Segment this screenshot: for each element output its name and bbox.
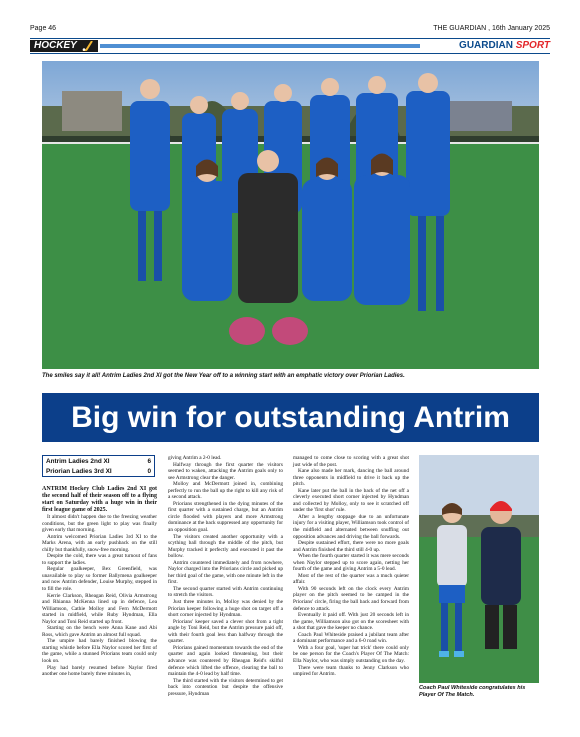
article-paragraph: Molloy and McDermott joined in, combining perfectly to run the ball up the right to kill any risk of a second attack. [168,481,283,501]
article-paragraph: Despite the cold, there was a great turnout of fans to support the ladies. [42,553,157,566]
hockey-stick-icon [81,41,95,51]
article-paragraph: Play had barely resumed before Naylor fired another one home barely three minutes in, [42,664,157,678]
away-goals: 0 [147,467,151,475]
article-paragraph: managed to come close to scoring with a great shot just wide of the post. [293,455,409,468]
publication-date: THE GUARDIAN , 16th January 2025 [433,25,550,32]
article-paragraph: Regular goalkeeper, Bex Greenfield, was unavailable to play so former Ballymena goalkeeper and now Antrim defender, Louise Murphy, stepped in to fill the role. [42,566,157,593]
article-paragraph: Starting on the bench were Anna Kane and Abi Ross, which gave Antrim an almost full squad. [42,625,157,638]
masthead-guardian: GUARDIAN [459,40,513,51]
score-row-away [46,467,151,477]
article-paragraph: Kerrie Clarkson, Rheagan Reid, Olivia Armstrong and Rhianna McKenna lined up in defence, Lea Williamson, Cathie Molloy and Fern McDermott started in midfield, while Ruby Hyndman, Ella Naylor and Toni Reid started up front. [42,592,157,625]
article-paragraph: The umpire had barely finished blowing the starting whistle before Ella Naylor scored her first of the game, while a stunned Priorians team could only look on. [42,638,157,665]
article-paragraph: The third started with the visitors determined to get back into contention but despite the offensive pressure, Hyndman [168,677,283,697]
article-column-3 [293,455,409,678]
coach-photo-illustration [419,455,539,683]
article-paragraph: Priorians strengthened in the dying minutes of the first quarter with a sustained charge, but an Antrim circle flooded with players and more Armstrong dominance at the back suppressed any opportunity for an opposition goal. [168,500,283,534]
team-photo [42,61,539,369]
section-bar [30,38,550,54]
article-paragraph: Just three minutes in, Molloy was denied by the Priorian keeper following a huge shot on target off a short corner injected by Hyndman. [168,599,283,619]
home-team: Antrim Ladies 2nd XI [46,458,110,465]
headline: Big win for outstanding Antrim [42,393,539,442]
score-row-home [46,457,151,467]
coach-photo-caption: Coach Paul Whiteside congratulates his Player Of The Match. [419,685,526,698]
article-paragraph: giving Antrim a 2-0 lead. [168,455,222,461]
masthead-sport: SPORT [515,40,550,51]
article-paragraph: With 90 seconds left on the clock every Antrim player on the pitch seemed to be camped in the Priorians' circle, firing the ball back and forward from defence to attack. [293,585,409,612]
article-paragraph: ANTRIM Hockey Club Ladies 2nd XI got the second half of their season off to a flying start on Saturday with a huge win in their first league game of 2025. [42,486,157,513]
article-paragraph: Eventually it paid off. With just 20 seconds left in the game, Williamson also got on the scoresheet with a shot that gave the keeper no chance. [293,612,409,632]
article-paragraph: It almost didn't happen due to the freezing weather conditions, but the green light to play was finally given early that morning. [42,514,157,534]
home-goals: 6 [147,458,151,465]
article-paragraph: Despite sustained effort, there were no more goals and Antrim finished the third still 4-0 up. [293,540,409,553]
scoreboard [42,455,155,477]
page-number: Page 46 [30,25,57,32]
article-paragraph: Priorians gained momentum towards the end of the quarter and again looked threatening, but their advance was countered by Rheagan Reid's skilful defence which lifted the offence, clearing the ball to maintain the 4-0 lead by half time. [168,644,283,678]
article-paragraph: Antrim welcomed Priorian Ladies 3rd XI to the Marks Arena, with an early pushback on the still chilly but thankfully, snow-free morning. [42,533,157,553]
away-team: Priorian Ladies 3rd XI [46,467,112,475]
article-paragraph: Halfway through the first quarter the visitors seemed to waken, attacking the Antrim goals only to see Armstrong clear the danger. [168,461,283,481]
article-paragraph: After a lengthy stoppage due to an unfortunate injury for a visiting player, Williamson took control of the midfield and alternated between snuffing out opposition advances and driving the ball forwards. [293,513,409,540]
article-paragraph: Priorians' keeper saved a clever shot from a tight angle by Toni Reid, but the Antrim pressure paid off, with their fourth goal less than halfway through the quarter. [168,618,283,645]
article-paragraph: The second quarter started with Antrim continuing to stretch the visitors. [168,585,283,599]
article-paragraph: The visitors created another opportunity with a scything ball through the middle of the pitch, but Murphy tracked it perfectly and executed it past the bollow. [168,533,283,560]
section-label: HOCKEY [34,40,77,51]
coach-photo [419,455,539,683]
masthead [459,39,550,53]
article-column-1 [42,486,157,678]
team-photo-illustration [42,61,539,369]
article-column-2 [168,455,283,697]
article-paragraph: When the fourth quarter started it was mere seconds when Naylor stepped up to score again, netting her fourth of the game and giving Antrim a 5-0 lead. [293,553,409,573]
photo-caption: The smiles say it all! Antrim Ladies 2nd XI got the New Year off to a winning start with an emphatic victory over Priorian Ladies. [42,373,405,379]
article-paragraph: Kane also made her mark, dancing the ball around three opponents in midfield to drive it back up the pitch. [293,468,409,488]
article-paragraph: With a four goal, 'super hat trick' there could only be one person for the Coach's Player Of The Match: Ella Naylor, who was simply outstanding on the day. [293,644,409,664]
article-paragraph: Coach Paul Whiteside praised a jubilant team after a dominant performance and a 6-0 road win. [293,631,409,645]
article-paragraph: Antrim countered immediately and from nowhere, Naylor charged into the Priorians circle and picked up her third goal of the game, with one minute left in the first. [168,559,283,586]
article-paragraph: There were team thanks to Jenny Clarkson who umpired for Antrim. [293,664,409,678]
article-paragraph: Kane later put the ball in the back of the net off a cleverly executed short corner injected by Hyndman and collected by Molloy, only to see it scratched off under the 'first shot' rule. [293,487,409,514]
page-header [30,25,550,37]
section-tag [30,40,98,52]
section-rule [100,44,420,48]
article-paragraph: Most of the rest of the quarter was a much quieter affair. [293,572,409,586]
